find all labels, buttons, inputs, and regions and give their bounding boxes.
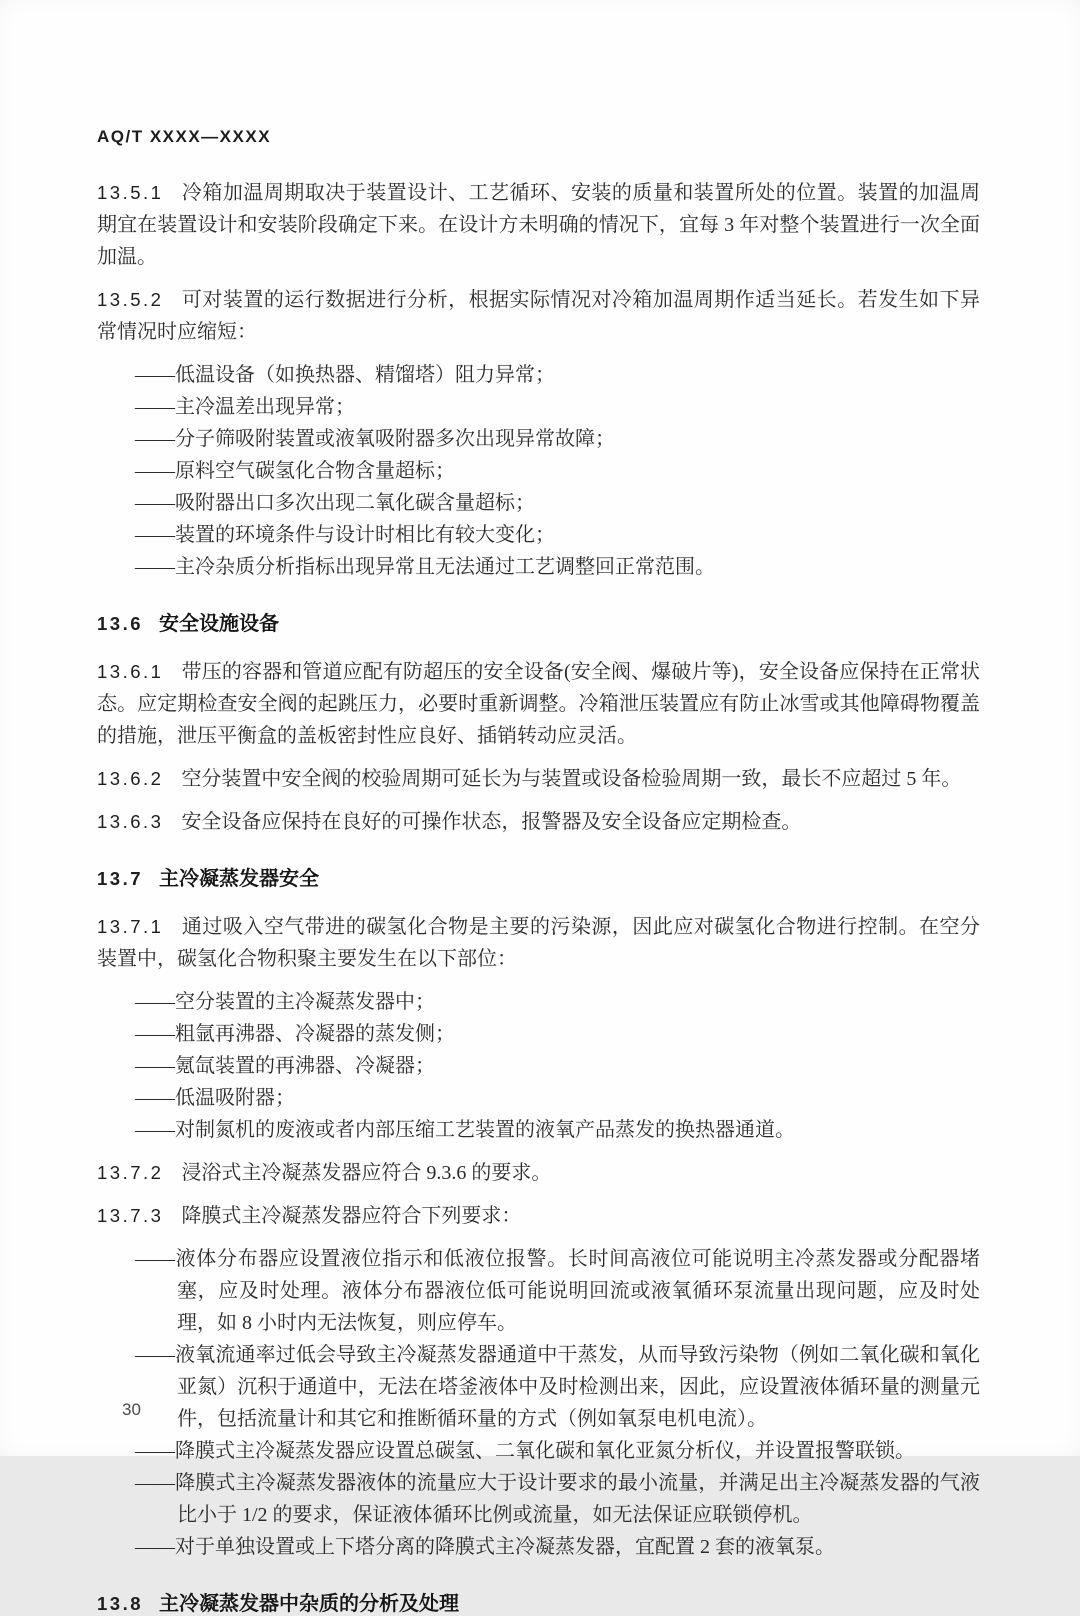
dash-list [97, 359, 980, 583]
dash-marker: —— [135, 1087, 175, 1109]
clause-paragraph [97, 911, 980, 975]
list-item [97, 1467, 980, 1531]
clause-number: 13.7 [97, 868, 144, 889]
dash-marker: —— [135, 492, 175, 514]
dash-marker: —— [135, 556, 175, 578]
list-item-text: 低温吸附器； [175, 1087, 295, 1109]
clause-paragraph [97, 1157, 980, 1189]
clause-text: 安全设备应保持在良好的可操作状态，报警器及安全设备应定期检查。 [181, 811, 802, 833]
clause-number: 13.7.2 [97, 1162, 164, 1183]
page-number: 30 [122, 1400, 141, 1419]
clause-number: 13.7.1 [97, 916, 164, 937]
list-item [97, 487, 980, 519]
list-item-text: 液氧流通率过低会导致主冷凝蒸发器通道中干蒸发，从而导致污染物（例如二氧化碳和氧化亚氮）沉积于通道中，无法在塔釜液体中及时检测出来，因此，应设置液体循环量的测量元件，包括流量计和其它和推断循环量的方式（例如氧泵电机电流）。 [175, 1344, 980, 1430]
list-item-text: 氪氙装置的再沸器、冷凝器； [175, 1055, 435, 1077]
list-item-text: 分子筛吸附装置或液氧吸附器多次出现异常故障； [175, 428, 615, 450]
list-item [97, 1531, 980, 1563]
list-item [97, 423, 980, 455]
page-footer [122, 1400, 141, 1420]
list-item [97, 986, 980, 1018]
dash-marker: —— [135, 524, 175, 546]
section-heading [97, 862, 980, 891]
dash-marker: —— [135, 396, 175, 418]
clause-paragraph [97, 763, 980, 795]
list-item-text: 原料空气碳氢化合物含量超标； [175, 460, 455, 482]
list-item-text: 降膜式主冷凝蒸发器应设置总碳氢、二氧化碳和氧化亚氮分析仪，并设置报警联锁。 [175, 1440, 915, 1462]
clause-paragraph [97, 806, 980, 838]
section-heading [97, 607, 980, 636]
list-item [97, 1050, 980, 1082]
document-code: AQ/T XXXX—XXXX [97, 127, 272, 146]
clause-paragraph [97, 1200, 980, 1232]
clause-number: 13.5.1 [97, 182, 164, 203]
clause-number: 13.6.1 [97, 661, 164, 682]
heading-text: 主冷凝蒸发器中杂质的分析及处理 [159, 1593, 460, 1615]
dash-marker: —— [135, 1344, 175, 1366]
list-item-text: 对制氮机的废液或者内部压缩工艺装置的液氧产品蒸发的换热器通道。 [175, 1119, 795, 1141]
clause-paragraph [97, 656, 980, 752]
list-item-text: 空分装置的主冷凝蒸发器中； [175, 991, 435, 1013]
document-content [97, 177, 980, 1616]
list-item [97, 551, 980, 583]
dash-marker: —— [135, 991, 175, 1013]
list-item [97, 1339, 980, 1435]
dash-list [97, 986, 980, 1146]
clause-text: 可对装置的运行数据进行分析，根据实际情况对冷箱加温周期作适当延长。若发生如下异常情况时应缩短： [97, 289, 980, 343]
dash-marker: —— [135, 1119, 175, 1141]
clause-text: 带压的容器和管道应配有防超压的安全设备(安全阀、爆破片等)，安全设备应保持在正常状态。应定期检查安全阀的起跳压力，必要时重新调整。冷箱泄压装置应有防止冰雪或其他障碍物覆盖的措施，泄压平衡盒的盖板密封性应良好、插销转动应灵活。 [97, 661, 980, 747]
clause-number: 13.6.3 [97, 811, 164, 832]
list-item-text: 液体分布器应设置液位指示和低液位报警。长时间高液位可能说明主冷蒸发器或分配器堵塞，应及时处理。液体分布器液位低可能说明回流或液氧循环泵流量出现问题，应及时处理，如 8 小时内无法恢复，则应停车。 [175, 1248, 980, 1334]
dash-marker: —— [135, 1248, 175, 1270]
dash-marker: —— [135, 1055, 175, 1077]
clause-number: 13.6.2 [97, 768, 164, 789]
dash-marker: —— [135, 428, 175, 450]
list-item-text: 低温设备（如换热器、精馏塔）阻力异常； [175, 364, 555, 386]
heading-text: 安全设施设备 [159, 613, 280, 635]
section-heading [97, 1587, 980, 1616]
clause-number: 13.8 [97, 1593, 144, 1614]
dash-marker: —— [135, 364, 175, 386]
dash-marker: —— [135, 460, 175, 482]
clause-text: 浸浴式主冷凝蒸发器应符合 9.3.6 的要求。 [181, 1162, 552, 1184]
list-item-text: 粗氩再沸器、冷凝器的蒸发侧； [175, 1023, 455, 1045]
list-item-text: 主冷温差出现异常； [175, 396, 355, 418]
heading-text: 主冷凝蒸发器安全 [159, 868, 320, 890]
clause-number: 13.5.2 [97, 289, 164, 310]
list-item [97, 1018, 980, 1050]
clause-number: 13.6 [97, 613, 144, 634]
dash-marker: —— [135, 1440, 175, 1462]
list-item [97, 1082, 980, 1114]
clause-text: 空分装置中安全阀的校验周期可延长为与装置或设备检验周期一致，最长不应超过 5 年。 [181, 768, 962, 790]
dash-marker: —— [135, 1536, 175, 1558]
list-item-text: 装置的环境条件与设计时相比有较大变化； [175, 524, 555, 546]
clause-number: 13.7.3 [97, 1205, 164, 1226]
dash-list [97, 1243, 980, 1563]
list-item-text: 降膜式主冷凝蒸发器液体的流量应大于设计要求的最小流量，并满足出主冷凝蒸发器的气液比小于 1/2 的要求，保证液体循环比例或流量，如无法保证应联锁停机。 [175, 1472, 980, 1526]
clause-text: 降膜式主冷凝蒸发器应符合下列要求： [181, 1205, 522, 1227]
dash-marker: —— [135, 1472, 175, 1494]
list-item [97, 519, 980, 551]
dash-marker: —— [135, 1023, 175, 1045]
list-item-text: 主冷杂质分析指标出现异常且无法通过工艺调整回正常范围。 [175, 556, 715, 578]
list-item-text: 吸附器出口多次出现二氧化碳含量超标； [175, 492, 535, 514]
list-item [97, 359, 980, 391]
clause-text: 通过吸入空气带进的碳氢化合物是主要的污染源，因此应对碳氢化合物进行控制。在空分装置中，碳氢化合物积聚主要发生在以下部位： [97, 916, 980, 970]
list-item-text: 对于单独设置或上下塔分离的降膜式主冷凝蒸发器，宜配置 2 套的液氧泵。 [175, 1536, 835, 1558]
list-item [97, 391, 980, 423]
clause-paragraph [97, 177, 980, 273]
clause-paragraph [97, 284, 980, 348]
list-item [97, 1243, 980, 1339]
list-item [97, 1114, 980, 1146]
list-item [97, 1435, 980, 1467]
clause-text: 冷箱加温周期取决于装置设计、工艺循环、安装的质量和装置所处的位置。装置的加温周期宜在装置设计和安装阶段确定下来。在设计方未明确的情况下，宜每 3 年对整个装置进行一次全面加温。 [97, 182, 980, 268]
list-item [97, 455, 980, 487]
